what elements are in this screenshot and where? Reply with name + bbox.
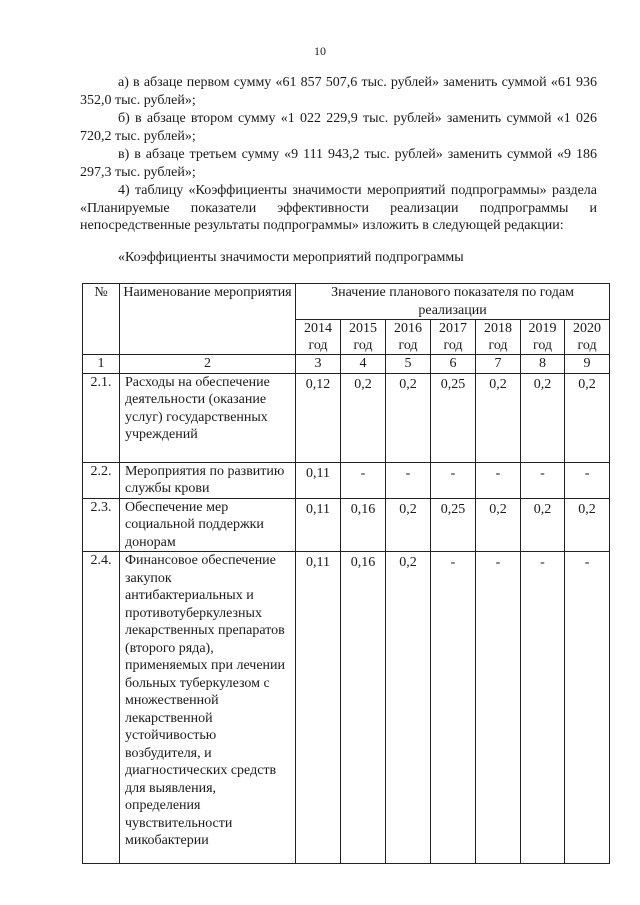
value-cell: 0,25 [431,498,476,552]
value-cell: 0,2 [521,498,565,552]
index-cell: 7 [476,355,521,374]
row-name: Расходы на обеспечение деятельности (оказание услуг) государственных учреждений [120,373,296,462]
value-cell: 0,2 [565,498,610,552]
value-cell: 0,25 [431,373,476,462]
value-cell: - [476,552,521,864]
value-cell: - [476,462,521,498]
row-name: Обеспечение мер социальной поддержки донорам [120,498,296,552]
value-cell: - [431,462,476,498]
table-row [83,373,610,462]
row-number: 2.4. [83,552,120,864]
value-cell: - [565,552,610,864]
value-cell: 0,2 [386,552,431,864]
value-cell: - [565,462,610,498]
coefficients-table [82,283,610,864]
index-cell: 3 [296,355,341,374]
paragraph-b: б) в абзаце втором сумму «1 022 229,9 тыс. рублей» заменить суммой «1 026 720,2 тыс. рублей»; [80,111,597,144]
paragraph-c: в) в абзаце третьем сумму «9 111 943,2 тыс. рублей» заменить суммой «9 186 297,3 тыс. рублей»; [80,147,597,180]
table-row [83,498,610,552]
index-cell: 2 [120,355,296,374]
value-cell: 0,16 [341,498,386,552]
index-row [83,355,610,374]
paragraph-4: 4) таблицу «Коэффициенты значимости мероприятий подпрограммы» раздела «Планируемые показатели эффективности реализации подпрограммы и непосредственные результаты подпрограммы» изложить в следующей редакции: [80,183,597,233]
table-title: «Коэффициенты значимости мероприятий подпрограммы [118,250,464,265]
row-name: Мероприятия по развитию службы крови [120,462,296,498]
value-cell: 0,2 [476,498,521,552]
year-cell: 2019 год [521,320,565,355]
value-cell: - [431,552,476,864]
value-cell: 0,11 [296,552,341,864]
value-cell: 0,16 [341,552,386,864]
row-number: 2.1. [83,373,120,462]
index-cell: 6 [431,355,476,374]
value-cell: 0,11 [296,462,341,498]
table-row [83,462,610,498]
header-values: Значение планового показателя по годам реализации [296,284,610,320]
value-cell: 0,2 [341,373,386,462]
year-cell: 2018 год [476,320,521,355]
row-number: 2.3. [83,498,120,552]
index-cell: 5 [386,355,431,374]
value-cell: 0,2 [565,373,610,462]
value-cell: 0,2 [386,373,431,462]
year-cell: 2020 год [565,320,610,355]
year-cell: 2017 год [431,320,476,355]
year-cell: 2016 год [386,320,431,355]
index-cell: 9 [565,355,610,374]
value-cell: 0,2 [521,373,565,462]
value-cell: - [386,462,431,498]
paragraph-a: а) в абзаце первом сумму «61 857 507,6 тыс. рублей» заменить суммой «61 936 352,0 тыс. рублей»; [80,75,597,108]
index-cell: 1 [83,355,120,374]
table-header-row [83,284,610,320]
year-cell: 2015 год [341,320,386,355]
value-cell: - [521,462,565,498]
index-cell: 4 [341,355,386,374]
value-cell: 0,2 [386,498,431,552]
year-cell: 2014 год [296,320,341,355]
value-cell: - [521,552,565,864]
value-cell: 0,11 [296,498,341,552]
value-cell: 0,12 [296,373,341,462]
row-name: Финансовое обеспечение закупок антибактериальных и противотуберкулезных лекарственных препаратов (второго ряда), применяемых при лечении больных туберкулезом с множественной лекарственной устойчивостью возбудителя, и диагностических средств для выявления, определения чувствительности микобактерии [120,552,296,864]
page-number: 10 [314,44,326,58]
value-cell: - [341,462,386,498]
index-cell: 8 [521,355,565,374]
value-cell: 0,2 [476,373,521,462]
row-number: 2.2. [83,462,120,498]
header-name: Наименование мероприятия [120,284,296,355]
table-row [83,552,610,864]
header-number: № [83,284,120,355]
